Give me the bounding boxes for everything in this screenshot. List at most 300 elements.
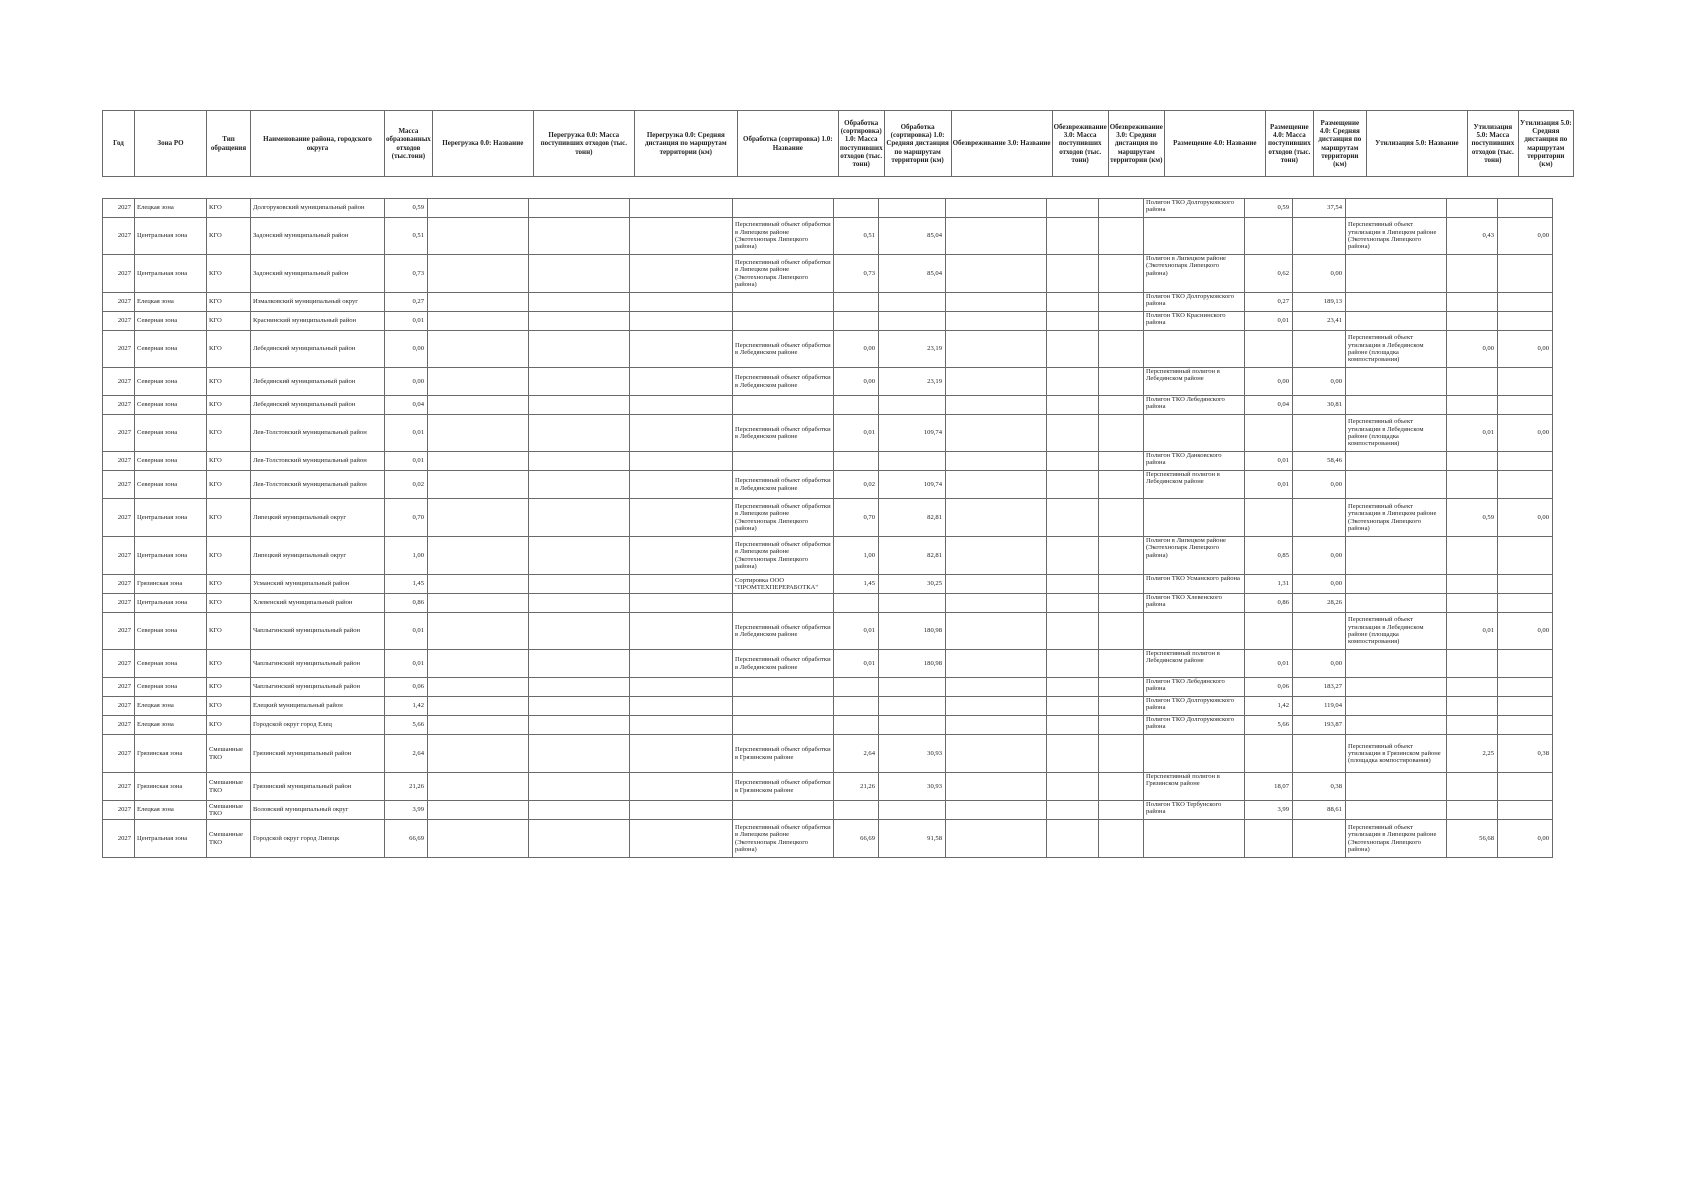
table-cell: 2,64	[834, 735, 879, 773]
table-cell: 30,93	[879, 773, 946, 801]
table-cell: 0,00	[1293, 650, 1346, 678]
table-cell	[630, 575, 733, 594]
table-cell	[1346, 697, 1447, 716]
table-cell: Полигон ТКО Долгоруковского района	[1144, 716, 1245, 735]
table-cell	[946, 331, 1047, 368]
table-cell: Грязинская зона	[135, 773, 207, 801]
table-cell	[1047, 218, 1099, 255]
table-cell: 2,25	[1447, 735, 1498, 773]
table-cell	[428, 594, 529, 613]
table-cell: Центральная зона	[135, 537, 207, 575]
table-cell: 0,86	[385, 594, 428, 613]
table-cell	[946, 255, 1047, 293]
table-cell: КГО	[207, 575, 251, 594]
table-cell	[733, 716, 834, 735]
table-cell: 2027	[103, 396, 135, 415]
table-cell	[1047, 312, 1099, 331]
table-cell	[1447, 312, 1498, 331]
table-cell: Северная зона	[135, 396, 207, 415]
table-cell: Центральная зона	[135, 594, 207, 613]
table-cell: Измалковский муниципальный округ	[251, 293, 385, 312]
table-cell	[428, 735, 529, 773]
table-cell: 0,01	[834, 613, 879, 650]
table-cell: Липецкий муниципальный округ	[251, 499, 385, 537]
table-cell	[1447, 396, 1498, 415]
table-cell: Полигон ТКО Долгоруковского района	[1144, 697, 1245, 716]
table-cell: Перспективный объект утилизации в Липецком районе (Экотехнопарк Липецкого района)	[1346, 218, 1447, 255]
table-cell: 2027	[103, 678, 135, 697]
table-cell: Чаплыгинский муниципальный район	[251, 650, 385, 678]
table-cell: Грязинский муниципальный район	[251, 773, 385, 801]
table-cell	[529, 613, 630, 650]
table-cell: 2027	[103, 613, 135, 650]
header-row	[103, 111, 1574, 177]
table-cell	[630, 471, 733, 499]
table-cell	[428, 678, 529, 697]
table-cell	[946, 575, 1047, 594]
table-cell: 183,27	[1293, 678, 1346, 697]
table-cell	[879, 293, 946, 312]
table-cell	[428, 773, 529, 801]
table-cell	[733, 697, 834, 716]
table-cell	[1099, 452, 1144, 471]
table-cell	[879, 396, 946, 415]
table-cell	[1498, 537, 1553, 575]
table-cell	[1047, 820, 1099, 858]
table-cell	[834, 697, 879, 716]
table-cell	[1498, 697, 1553, 716]
table-cell: Задонский муниципальный район	[251, 255, 385, 293]
table-cell	[946, 716, 1047, 735]
table-cell	[1245, 331, 1293, 368]
table-cell: Елецкая зона	[135, 199, 207, 218]
table-cell	[1099, 312, 1144, 331]
table-cell	[630, 499, 733, 537]
table-cell	[529, 368, 630, 396]
column-header: Тип обращения	[207, 111, 251, 177]
table-cell: Грязинская зона	[135, 735, 207, 773]
table-cell	[879, 716, 946, 735]
table-cell	[1099, 735, 1144, 773]
table-cell	[428, 801, 529, 820]
table-cell: 30,81	[1293, 396, 1346, 415]
table-cell	[733, 293, 834, 312]
table-cell: 0,00	[1498, 218, 1553, 255]
table-cell: Елецкий муниципальный район	[251, 697, 385, 716]
table-cell: 82,81	[879, 499, 946, 537]
table-cell	[1498, 594, 1553, 613]
table-cell: Лев-Толстовский муниципальный район	[251, 415, 385, 452]
data-table	[102, 198, 1553, 858]
table-cell	[1498, 678, 1553, 697]
table-cell: КГО	[207, 331, 251, 368]
table-cell: 2027	[103, 218, 135, 255]
table-cell	[834, 594, 879, 613]
table-cell	[1447, 678, 1498, 697]
table-cell: Полигон ТКО Усманского района	[1144, 575, 1245, 594]
table-cell	[1099, 697, 1144, 716]
table-cell	[834, 801, 879, 820]
table-cell	[1346, 594, 1447, 613]
table-cell	[834, 716, 879, 735]
table-cell	[1144, 499, 1245, 537]
table-cell: 0,70	[385, 499, 428, 537]
table-cell	[1498, 255, 1553, 293]
table-cell: Северная зона	[135, 331, 207, 368]
table-cell	[946, 697, 1047, 716]
table-cell: 2027	[103, 499, 135, 537]
table-cell	[1447, 471, 1498, 499]
table-cell	[1447, 801, 1498, 820]
table-cell	[1245, 415, 1293, 452]
table-row	[103, 678, 1553, 697]
table-cell: 0,00	[1447, 331, 1498, 368]
table-cell	[1447, 293, 1498, 312]
table-cell	[1047, 368, 1099, 396]
table-cell	[1047, 452, 1099, 471]
table-cell	[1047, 537, 1099, 575]
table-cell: Перспективный объект обработки в Липецком районе (Экотехнопарк Липецкого района)	[733, 255, 834, 293]
table-cell	[1346, 537, 1447, 575]
table-cell: Северная зона	[135, 471, 207, 499]
table-cell: Лебедянский муниципальный район	[251, 368, 385, 396]
table-cell	[529, 255, 630, 293]
table-cell: Северная зона	[135, 650, 207, 678]
table-cell: Елецкая зона	[135, 293, 207, 312]
table-cell: КГО	[207, 293, 251, 312]
table-cell	[428, 575, 529, 594]
column-header: Перегрузка 0.0: Название	[432, 111, 533, 177]
table-cell: КГО	[207, 650, 251, 678]
table-cell: Полигон ТКО Долгоруковского района	[1144, 199, 1245, 218]
table-cell: 180,98	[879, 613, 946, 650]
table-row	[103, 716, 1553, 735]
table-cell	[529, 650, 630, 678]
table-cell: Перспективный объект обработки в Лебедянском районе	[733, 331, 834, 368]
table-row	[103, 199, 1553, 218]
table-cell: 0,01	[385, 452, 428, 471]
table-cell: 119,04	[1293, 697, 1346, 716]
column-header: Обработка (сортировка) 1.0: Название	[737, 111, 838, 177]
table-cell	[1346, 678, 1447, 697]
table-cell: 2027	[103, 312, 135, 331]
table-cell	[1099, 499, 1144, 537]
table-cell: КГО	[207, 678, 251, 697]
table-cell: Усманский муниципальный район	[251, 575, 385, 594]
table-cell: Лебедянский муниципальный район	[251, 396, 385, 415]
table-cell: 1,45	[834, 575, 879, 594]
table-cell	[428, 199, 529, 218]
table-cell	[879, 312, 946, 331]
table-cell	[630, 312, 733, 331]
table-cell	[946, 678, 1047, 697]
table-cell: КГО	[207, 499, 251, 537]
table-cell	[1099, 218, 1144, 255]
table-cell	[630, 594, 733, 613]
table-cell: 0,01	[834, 415, 879, 452]
table-cell: Грязинский муниципальный район	[251, 735, 385, 773]
table-cell: 5,66	[385, 716, 428, 735]
table-cell	[529, 716, 630, 735]
table-cell: 0,38	[1293, 773, 1346, 801]
table-cell	[1498, 575, 1553, 594]
table-cell	[1099, 820, 1144, 858]
table-cell	[1047, 499, 1099, 537]
table-cell: Полигон ТКО Данковского района	[1144, 452, 1245, 471]
table-cell: Елецкая зона	[135, 716, 207, 735]
table-cell	[1144, 820, 1245, 858]
table-cell: Перспективный полигон в Лебедянском районе	[1144, 368, 1245, 396]
table-cell	[630, 697, 733, 716]
table-cell: 0,00	[1293, 471, 1346, 499]
table-cell: Перспективный полигон в Лебедянском районе	[1144, 650, 1245, 678]
table-cell	[529, 331, 630, 368]
table-cell: 0,04	[385, 396, 428, 415]
table-cell: Перспективный объект обработки в Липецком районе (Экотехнопарк Липецкого района)	[733, 537, 834, 575]
table-cell: Смешанные ТКО	[207, 820, 251, 858]
table-cell: 2027	[103, 716, 135, 735]
table-cell	[529, 199, 630, 218]
table-cell: Краснинский муниципальный район	[251, 312, 385, 331]
table-row	[103, 594, 1553, 613]
table-cell	[1099, 678, 1144, 697]
table-cell: 0,70	[834, 499, 879, 537]
table-cell: 0,01	[385, 650, 428, 678]
table-cell	[1099, 716, 1144, 735]
table-cell	[1144, 735, 1245, 773]
table-row	[103, 575, 1553, 594]
table-cell	[879, 801, 946, 820]
table-cell: 0,51	[385, 218, 428, 255]
table-cell	[529, 537, 630, 575]
table-cell	[1293, 613, 1346, 650]
table-cell	[946, 594, 1047, 613]
column-header: Размещение 4.0: Средняя дистанция по маршрутам территории (км)	[1313, 111, 1366, 177]
column-header: Обработка (сортировка) 1.0: Средняя дистанция по маршрутам территории (км)	[884, 111, 951, 177]
table-cell: 23,19	[879, 331, 946, 368]
table-cell: 0,38	[1498, 735, 1553, 773]
table-row	[103, 650, 1553, 678]
table-cell: 18,07	[1245, 773, 1293, 801]
table-cell: 2027	[103, 471, 135, 499]
table-cell: 0,73	[385, 255, 428, 293]
table-cell	[1498, 650, 1553, 678]
table-cell	[946, 537, 1047, 575]
table-cell: 0,00	[1498, 613, 1553, 650]
table-cell: 23,19	[879, 368, 946, 396]
table-cell	[1047, 396, 1099, 415]
table-cell	[1498, 293, 1553, 312]
table-cell: 0,01	[1447, 613, 1498, 650]
table-cell	[1447, 594, 1498, 613]
table-cell	[1346, 801, 1447, 820]
table-cell	[733, 594, 834, 613]
table-cell	[630, 613, 733, 650]
table-cell	[428, 293, 529, 312]
column-header: Утилизация 5.0: Масса поступивших отходов (тыс. тонн)	[1467, 111, 1518, 177]
table-cell: 2027	[103, 735, 135, 773]
table-cell: 3,99	[1245, 801, 1293, 820]
table-cell	[1293, 331, 1346, 368]
table-cell: 0,00	[1498, 499, 1553, 537]
table-cell: КГО	[207, 218, 251, 255]
table-row	[103, 255, 1553, 293]
table-row	[103, 415, 1553, 452]
table-cell: 1,00	[834, 537, 879, 575]
table-row	[103, 773, 1553, 801]
table-cell: 0,01	[1447, 415, 1498, 452]
table-cell	[1293, 820, 1346, 858]
table-cell	[630, 293, 733, 312]
table-cell	[1047, 735, 1099, 773]
table-cell	[1346, 312, 1447, 331]
table-cell: Северная зона	[135, 678, 207, 697]
table-cell	[630, 716, 733, 735]
table-cell: 28,26	[1293, 594, 1346, 613]
table-cell: 0,59	[1245, 199, 1293, 218]
column-header: Перегрузка 0.0: Средняя дистанция по маршрутам территории (км)	[634, 111, 737, 177]
table-cell	[1447, 697, 1498, 716]
table-cell: 23,41	[1293, 312, 1346, 331]
table-cell: 0,59	[385, 199, 428, 218]
table-cell	[733, 452, 834, 471]
table-cell	[529, 218, 630, 255]
table-cell: 0,01	[385, 312, 428, 331]
column-header: Масса образованных отходов (тыс.тонн)	[385, 111, 433, 177]
table-cell: 2027	[103, 368, 135, 396]
table-cell	[1346, 396, 1447, 415]
table-cell	[1047, 650, 1099, 678]
table-cell	[733, 801, 834, 820]
table-cell: 66,69	[834, 820, 879, 858]
table-cell	[1099, 199, 1144, 218]
table-cell	[1099, 396, 1144, 415]
table-cell: Полигон ТКО Лебедянского района	[1144, 678, 1245, 697]
table-cell: Полигон ТКО Долгоруковского района	[1144, 293, 1245, 312]
table-cell	[428, 537, 529, 575]
table-cell	[879, 199, 946, 218]
table-row	[103, 613, 1553, 650]
table-cell: 2027	[103, 650, 135, 678]
table-cell: 82,81	[879, 537, 946, 575]
table-cell	[630, 773, 733, 801]
table-cell: 180,98	[879, 650, 946, 678]
table-cell	[1245, 613, 1293, 650]
table-cell	[946, 293, 1047, 312]
table-cell: 21,26	[385, 773, 428, 801]
table-cell: 2,64	[385, 735, 428, 773]
table-cell: Северная зона	[135, 613, 207, 650]
table-cell: 0,01	[385, 613, 428, 650]
table-cell	[834, 293, 879, 312]
table-cell	[1293, 735, 1346, 773]
table-cell	[1099, 368, 1144, 396]
table-cell	[733, 396, 834, 415]
table-cell: 109,74	[879, 415, 946, 452]
table-cell	[946, 471, 1047, 499]
table-cell: 2027	[103, 255, 135, 293]
table-cell	[1346, 773, 1447, 801]
table-cell: 66,69	[385, 820, 428, 858]
table-cell: 0,02	[834, 471, 879, 499]
table-cell	[428, 499, 529, 537]
table-cell: Перспективный объект утилизации в Грязинском районе (площадка компостирования)	[1346, 735, 1447, 773]
table-cell	[1144, 415, 1245, 452]
table-cell: Перспективный объект обработки в Липецком районе (Экотехнопарк Липецкого района)	[733, 218, 834, 255]
table-cell	[1047, 331, 1099, 368]
column-header: Зона РО	[135, 111, 207, 177]
table-cell: Перспективный объект утилизации в Липецком районе (Экотехнопарк Липецкого района)	[1346, 820, 1447, 858]
table-cell: Грязинская зона	[135, 575, 207, 594]
column-header: Размещение 4.0: Масса поступивших отходов (тыс. тонн)	[1265, 111, 1313, 177]
table-cell	[946, 218, 1047, 255]
table-cell	[834, 678, 879, 697]
table-cell	[1346, 650, 1447, 678]
table-cell	[1144, 218, 1245, 255]
table-cell	[529, 415, 630, 452]
table-cell	[946, 499, 1047, 537]
table-cell	[428, 650, 529, 678]
table-cell: Задонский муниципальный район	[251, 218, 385, 255]
column-header: Наименование района, городского округа	[251, 111, 385, 177]
table-cell: 0,27	[385, 293, 428, 312]
table-cell	[1447, 575, 1498, 594]
table-cell: 0,00	[1293, 368, 1346, 396]
table-cell	[1099, 650, 1144, 678]
table-cell: Смешанные ТКО	[207, 773, 251, 801]
table-cell	[1447, 255, 1498, 293]
table-cell	[1498, 471, 1553, 499]
table-cell	[1498, 312, 1553, 331]
table-cell	[1245, 218, 1293, 255]
table-cell: 0,04	[1245, 396, 1293, 415]
table-cell	[946, 396, 1047, 415]
table-cell	[1498, 801, 1553, 820]
table-cell: Перспективный полигон в Грязинском районе	[1144, 773, 1245, 801]
table-cell: 2027	[103, 697, 135, 716]
table-cell: 2027	[103, 801, 135, 820]
table-cell: 2027	[103, 537, 135, 575]
table-cell: 0,86	[1245, 594, 1293, 613]
table-cell: 21,26	[834, 773, 879, 801]
table-cell	[1047, 613, 1099, 650]
table-cell	[1245, 735, 1293, 773]
table-cell	[1447, 773, 1498, 801]
table-cell	[1447, 368, 1498, 396]
table-cell: Воловский муниципальный округ	[251, 801, 385, 820]
table-cell: Перспективный объект обработки в Грязинском районе	[733, 735, 834, 773]
table-cell	[529, 697, 630, 716]
table-cell: 0,00	[834, 331, 879, 368]
table-cell	[1447, 452, 1498, 471]
table-cell: 2027	[103, 331, 135, 368]
table-cell	[630, 735, 733, 773]
table-cell	[428, 613, 529, 650]
table-cell: 2027	[103, 773, 135, 801]
table-cell	[529, 396, 630, 415]
table-cell	[428, 820, 529, 858]
table-cell	[529, 594, 630, 613]
table-cell: КГО	[207, 312, 251, 331]
table-cell: 1,45	[385, 575, 428, 594]
table-cell	[428, 415, 529, 452]
table-cell	[630, 452, 733, 471]
table-cell: Чаплыгинский муниципальный район	[251, 678, 385, 697]
table-cell: КГО	[207, 396, 251, 415]
table-cell	[529, 312, 630, 331]
table-cell	[1099, 773, 1144, 801]
table-cell	[946, 820, 1047, 858]
